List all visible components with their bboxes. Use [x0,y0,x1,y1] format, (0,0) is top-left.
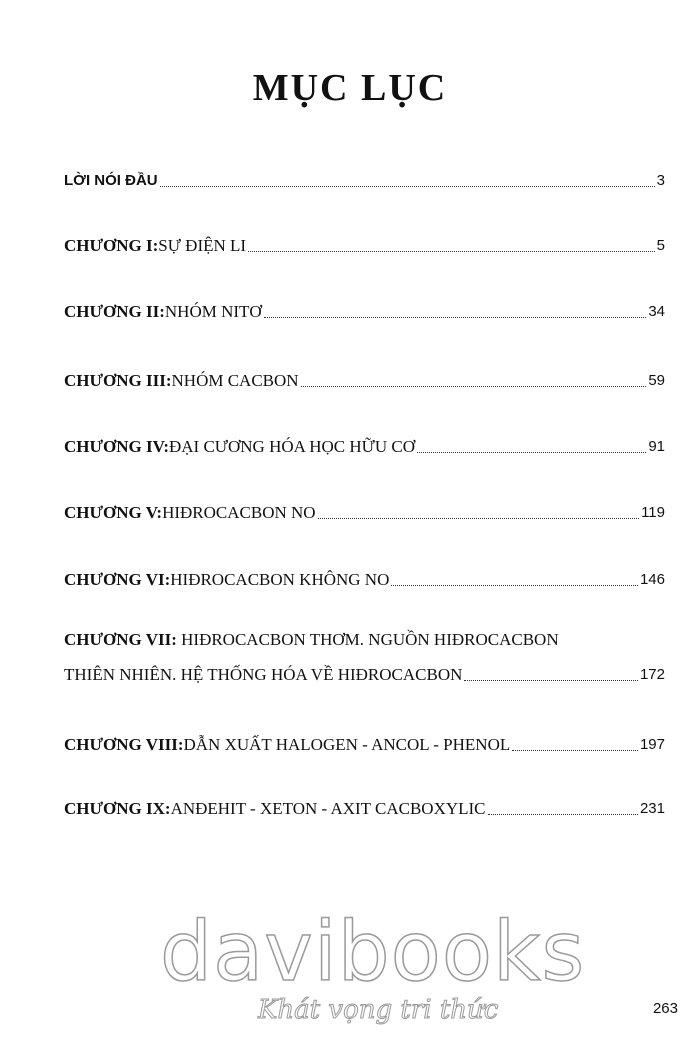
toc-entry-chapter-4[interactable] [64,436,665,458]
page-number: 263 [652,1000,678,1017]
chapter-name: HIĐROCACBON NO [162,503,316,522]
chapter-name: NHÓM NITƠ [164,302,262,321]
dot-leader [488,813,638,815]
page-ref: 197 [639,736,665,753]
page-ref: 59 [648,372,665,389]
page-ref: 5 [656,237,665,254]
toc-entry-chapter-2[interactable] [64,301,665,323]
chapter-label: CHƯƠNG IX: [64,799,171,818]
toc-entry-chapter-6[interactable] [64,569,665,591]
page-ref: 231 [639,800,665,817]
chapter-name: HIĐROCACBON THƠM. NGUỒN HIĐROCACBON [176,630,559,649]
chapter-label: CHƯƠNG I: [64,236,159,255]
dot-leader [417,451,646,453]
chapter-name: HIĐROCACBON KHÔNG NO [170,570,390,589]
toc-entry-preface[interactable] [64,170,665,192]
toc-entry-chapter-3[interactable] [64,370,665,392]
page-ref: 172 [639,666,665,683]
page-ref: 34 [648,303,665,320]
chapter-name: ANĐEHIT - XETON - AXIT CACBOXYLIC [170,799,486,818]
toc-entry-chapter-7-line-2[interactable] [64,664,665,686]
dot-leader [264,316,647,318]
toc-entry-chapter-1[interactable] [64,235,665,257]
page-ref: 3 [656,172,665,189]
dot-leader [391,584,638,586]
chapter-name: ĐẠI CƯƠNG HÓA HỌC HỮU CƠ [169,437,415,456]
chapter-name: NHÓM CACBON [171,371,299,390]
dot-leader [464,679,638,681]
chapter-label: CHƯƠNG VI: [64,570,171,589]
chapter-label: LỜI NÓI ĐẦU [64,172,158,189]
toc-entry-chapter-5[interactable] [64,502,665,524]
chapter-label: CHƯƠNG III: [64,371,172,390]
chapter-label: CHƯƠNG VIII: [64,735,184,754]
chapter-name-continued: THIÊN NHIÊN. HỆ THỐNG HÓA VỀ HIĐROCACBON [64,665,463,684]
watermark-logo: davibooks [160,905,586,1000]
dot-leader [160,185,655,187]
dot-leader [318,517,640,519]
toc-entry-chapter-8[interactable] [64,734,665,756]
chapter-name: SỰ ĐIỆN LI [158,236,247,255]
dot-leader [248,250,655,252]
page-ref: 91 [648,438,665,455]
chapter-name: DẪN XUẤT HALOGEN - ANCOL - PHENOL [183,735,511,754]
page-title: MỤC LỤC [252,67,448,109]
chapter-label: CHƯƠNG VII: [64,630,177,649]
chapter-label: CHƯƠNG II: [64,302,165,321]
chapter-label: CHƯƠNG IV: [64,437,169,456]
toc-entry-chapter-7-line-1[interactable] [64,629,665,651]
dot-leader [301,385,647,387]
toc-entry-chapter-9[interactable] [64,798,665,820]
page-ref: 146 [639,571,665,588]
chapter-label: CHƯƠNG V: [64,503,163,522]
page-ref: 119 [641,504,665,521]
dot-leader [512,749,638,751]
watermark-slogan: Khát vọng tri thức [258,995,499,1025]
